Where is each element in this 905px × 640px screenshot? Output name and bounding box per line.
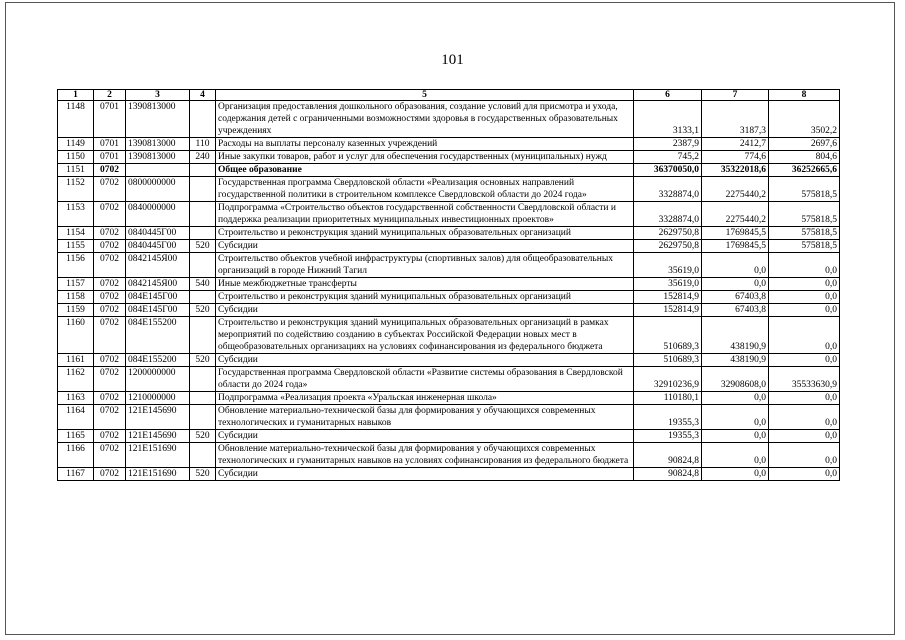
table-row <box>58 240 840 253</box>
target-code: 084E155200 <box>126 317 190 354</box>
amount-col-7: 0,0 <box>702 443 769 468</box>
header-col-3: 3 <box>126 90 190 101</box>
row-number: 1161 <box>58 354 94 367</box>
expense-type <box>190 164 216 177</box>
amount-col-8: 0,0 <box>769 304 840 317</box>
table-row <box>58 227 840 240</box>
target-code: 0800000000 <box>126 177 190 202</box>
target-code: 121E145690 <box>126 430 190 443</box>
amount-col-8: 575818,5 <box>769 227 840 240</box>
table-header-row <box>58 90 840 101</box>
row-number: 1165 <box>58 430 94 443</box>
amount-col-7: 3187,3 <box>702 101 769 138</box>
item-name: Общее образование <box>216 164 634 177</box>
table-row <box>58 177 840 202</box>
target-code: 1210000000 <box>126 392 190 405</box>
table-row <box>58 101 840 138</box>
amount-col-7: 2275440,2 <box>702 202 769 227</box>
expense-type <box>190 177 216 202</box>
row-number: 1157 <box>58 278 94 291</box>
item-name: Субсидии <box>216 304 634 317</box>
row-number: 1155 <box>58 240 94 253</box>
amount-col-8: 0,0 <box>769 392 840 405</box>
amount-col-6: 36370050,0 <box>634 164 702 177</box>
row-number: 1149 <box>58 138 94 151</box>
section-code: 0702 <box>94 278 126 291</box>
expense-type: 110 <box>190 138 216 151</box>
item-name: Государственная программа Свердловской области «Развитие системы образования в Свердловской области до 2024 года» <box>216 367 634 392</box>
section-code: 0702 <box>94 405 126 430</box>
item-name: Иные закупки товаров, работ и услуг для обеспечения государственных (муниципальных) нужд <box>216 151 634 164</box>
amount-col-8: 0,0 <box>769 405 840 430</box>
amount-col-6: 510689,3 <box>634 317 702 354</box>
amount-col-6: 2629750,8 <box>634 227 702 240</box>
section-code: 0701 <box>94 138 126 151</box>
expense-type: 520 <box>190 354 216 367</box>
amount-col-7: 1769845,5 <box>702 240 769 253</box>
item-name: Организация предоставления дошкольного образования, создание условий для присмотра и ухода, содержания детей с ограниченными возможностями здоровья в государственных образовательных учреждениях <box>216 101 634 138</box>
amount-col-8: 0,0 <box>769 291 840 304</box>
row-number: 1152 <box>58 177 94 202</box>
amount-col-6: 2387,9 <box>634 138 702 151</box>
item-name: Субсидии <box>216 468 634 481</box>
target-code <box>126 164 190 177</box>
amount-col-7: 438190,9 <box>702 354 769 367</box>
amount-col-7: 2275440,2 <box>702 177 769 202</box>
expense-type: 520 <box>190 430 216 443</box>
amount-col-8: 0,0 <box>769 430 840 443</box>
amount-col-6: 745,2 <box>634 151 702 164</box>
table-row <box>58 164 840 177</box>
section-code: 0702 <box>94 291 126 304</box>
amount-col-6: 35619,0 <box>634 278 702 291</box>
section-code: 0702 <box>94 304 126 317</box>
table-row <box>58 202 840 227</box>
item-name: Субсидии <box>216 430 634 443</box>
header-col-4: 4 <box>190 90 216 101</box>
expense-type: 520 <box>190 468 216 481</box>
amount-col-6: 90824,8 <box>634 443 702 468</box>
item-name: Подпрограмма «Строительство объектов государственной собственности Свердловской области и поддержка реализации приоритетных муниципальных инвестиционных проектов» <box>216 202 634 227</box>
amount-col-6: 19355,3 <box>634 430 702 443</box>
expense-type <box>190 202 216 227</box>
header-col-7: 7 <box>702 90 769 101</box>
amount-col-7: 0,0 <box>702 430 769 443</box>
amount-col-7: 774,6 <box>702 151 769 164</box>
section-code: 0702 <box>94 367 126 392</box>
row-number: 1166 <box>58 443 94 468</box>
target-code: 121E145690 <box>126 405 190 430</box>
amount-col-8: 35533630,9 <box>769 367 840 392</box>
amount-col-7: 0,0 <box>702 392 769 405</box>
item-name: Субсидии <box>216 240 634 253</box>
table-row <box>58 278 840 291</box>
table-row <box>58 405 840 430</box>
section-code: 0702 <box>94 202 126 227</box>
expense-type <box>190 101 216 138</box>
amount-col-8: 36252665,6 <box>769 164 840 177</box>
amount-col-6: 3328874,0 <box>634 177 702 202</box>
row-number: 1164 <box>58 405 94 430</box>
amount-col-6: 3133,1 <box>634 101 702 138</box>
header-col-6: 6 <box>634 90 702 101</box>
header-col-5: 5 <box>216 90 634 101</box>
section-code: 0702 <box>94 253 126 278</box>
amount-col-8: 0,0 <box>769 468 840 481</box>
amount-col-7: 2412,7 <box>702 138 769 151</box>
table-row <box>58 367 840 392</box>
section-code: 0701 <box>94 101 126 138</box>
amount-col-7: 0,0 <box>702 278 769 291</box>
header-col-8: 8 <box>769 90 840 101</box>
section-code: 0702 <box>94 317 126 354</box>
amount-col-6: 110180,1 <box>634 392 702 405</box>
row-number: 1156 <box>58 253 94 278</box>
section-code: 0702 <box>94 164 126 177</box>
table-row <box>58 443 840 468</box>
expense-type: 520 <box>190 304 216 317</box>
row-number: 1167 <box>58 468 94 481</box>
amount-col-6: 2629750,8 <box>634 240 702 253</box>
amount-col-6: 510689,3 <box>634 354 702 367</box>
item-name: Иные межбюджетные трансферты <box>216 278 634 291</box>
item-name: Государственная программа Свердловской области «Реализация основных направлений государственной политики в строительном комплексе Свердловской области до 2024 года» <box>216 177 634 202</box>
target-code: 084E145Г00 <box>126 291 190 304</box>
expense-type: 520 <box>190 240 216 253</box>
page-number: 101 <box>441 52 464 68</box>
expense-type: 540 <box>190 278 216 291</box>
amount-col-8: 575818,5 <box>769 177 840 202</box>
item-name: Строительство и реконструкция зданий муниципальных образовательных организаций в рамках мероприятий по содействию созданию в субъектах Российской Федерации новых мест в общеобразовательных организациях на условиях софинансирования из федерального бюджета <box>216 317 634 354</box>
target-code: 0840445Г00 <box>126 227 190 240</box>
expense-type <box>190 443 216 468</box>
section-code: 0702 <box>94 227 126 240</box>
expense-type <box>190 392 216 405</box>
table-body <box>58 101 840 481</box>
amount-col-8: 0,0 <box>769 354 840 367</box>
amount-col-7: 0,0 <box>702 405 769 430</box>
target-code: 0840445Г00 <box>126 240 190 253</box>
table-row <box>58 354 840 367</box>
row-number: 1158 <box>58 291 94 304</box>
row-number: 1151 <box>58 164 94 177</box>
item-name: Расходы на выплаты персоналу казенных учреждений <box>216 138 634 151</box>
amount-col-8: 575818,5 <box>769 240 840 253</box>
item-name: Строительство объектов учебной инфраструктуры (спортивных залов) для общеобразовательных организаций в городе Нижний Тагил <box>216 253 634 278</box>
amount-col-7: 35322018,6 <box>702 164 769 177</box>
amount-col-7: 32908608,0 <box>702 367 769 392</box>
section-code: 0702 <box>94 177 126 202</box>
amount-col-8: 804,6 <box>769 151 840 164</box>
expense-type: 240 <box>190 151 216 164</box>
amount-col-7: 1769845,5 <box>702 227 769 240</box>
amount-col-7: 67403,8 <box>702 291 769 304</box>
row-number: 1154 <box>58 227 94 240</box>
section-code: 0702 <box>94 430 126 443</box>
section-code: 0702 <box>94 468 126 481</box>
amount-col-6: 152814,9 <box>634 304 702 317</box>
amount-col-6: 152814,9 <box>634 291 702 304</box>
item-name: Обновление материально-технической базы для формирования у обучающихся современных технологических и гуманитарных навыков на условиях софинансирования из федерального бюджета <box>216 443 634 468</box>
amount-col-7: 0,0 <box>702 253 769 278</box>
table-row <box>58 304 840 317</box>
item-name: Строительство и реконструкция зданий муниципальных образовательных организаций <box>216 291 634 304</box>
expense-type <box>190 405 216 430</box>
table-row <box>58 291 840 304</box>
section-code: 0702 <box>94 392 126 405</box>
amount-col-6: 90824,8 <box>634 468 702 481</box>
amount-col-8: 0,0 <box>769 278 840 291</box>
item-name: Субсидии <box>216 354 634 367</box>
row-number: 1162 <box>58 367 94 392</box>
amount-col-8: 0,0 <box>769 253 840 278</box>
target-code: 1200000000 <box>126 367 190 392</box>
row-number: 1153 <box>58 202 94 227</box>
row-number: 1159 <box>58 304 94 317</box>
section-code: 0702 <box>94 240 126 253</box>
table-row <box>58 430 840 443</box>
table-row <box>58 392 840 405</box>
table-row <box>58 151 840 164</box>
expense-type <box>190 367 216 392</box>
amount-col-8: 575818,5 <box>769 202 840 227</box>
table-row <box>58 468 840 481</box>
table-row <box>58 138 840 151</box>
amount-col-6: 35619,0 <box>634 253 702 278</box>
header-col-2: 2 <box>94 90 126 101</box>
target-code: 084E145Г00 <box>126 304 190 317</box>
amount-col-8: 0,0 <box>769 443 840 468</box>
amount-col-8: 3502,2 <box>769 101 840 138</box>
amount-col-8: 0,0 <box>769 317 840 354</box>
target-code: 121E151690 <box>126 468 190 481</box>
amount-col-6: 19355,3 <box>634 405 702 430</box>
expense-type <box>190 253 216 278</box>
row-number: 1163 <box>58 392 94 405</box>
item-name: Строительство и реконструкция зданий муниципальных образовательных организаций <box>216 227 634 240</box>
amount-col-7: 438190,9 <box>702 317 769 354</box>
amount-col-7: 67403,8 <box>702 304 769 317</box>
amount-col-7: 0,0 <box>702 468 769 481</box>
target-code: 0842145Я00 <box>126 253 190 278</box>
table-row <box>58 317 840 354</box>
section-code: 0702 <box>94 354 126 367</box>
target-code: 1390813000 <box>126 151 190 164</box>
target-code: 084E155200 <box>126 354 190 367</box>
expense-type <box>190 227 216 240</box>
row-number: 1150 <box>58 151 94 164</box>
row-number: 1148 <box>58 101 94 138</box>
item-name: Подпрограмма «Реализация проекта «Уральская инженерная школа» <box>216 392 634 405</box>
table-row <box>58 253 840 278</box>
target-code: 1390813000 <box>126 138 190 151</box>
target-code: 1390813000 <box>126 101 190 138</box>
target-code: 0842145Я00 <box>126 278 190 291</box>
amount-col-6: 3328874,0 <box>634 202 702 227</box>
section-code: 0702 <box>94 443 126 468</box>
amount-col-8: 2697,6 <box>769 138 840 151</box>
row-number: 1160 <box>58 317 94 354</box>
amount-col-6: 32910236,9 <box>634 367 702 392</box>
budget-table <box>57 89 840 481</box>
expense-type <box>190 291 216 304</box>
target-code: 0840000000 <box>126 202 190 227</box>
item-name: Обновление материально-технической базы для формирования у обучающихся современных технологических и гуманитарных навыков <box>216 405 634 430</box>
section-code: 0701 <box>94 151 126 164</box>
header-col-1: 1 <box>58 90 94 101</box>
expense-type <box>190 317 216 354</box>
target-code: 121E151690 <box>126 443 190 468</box>
